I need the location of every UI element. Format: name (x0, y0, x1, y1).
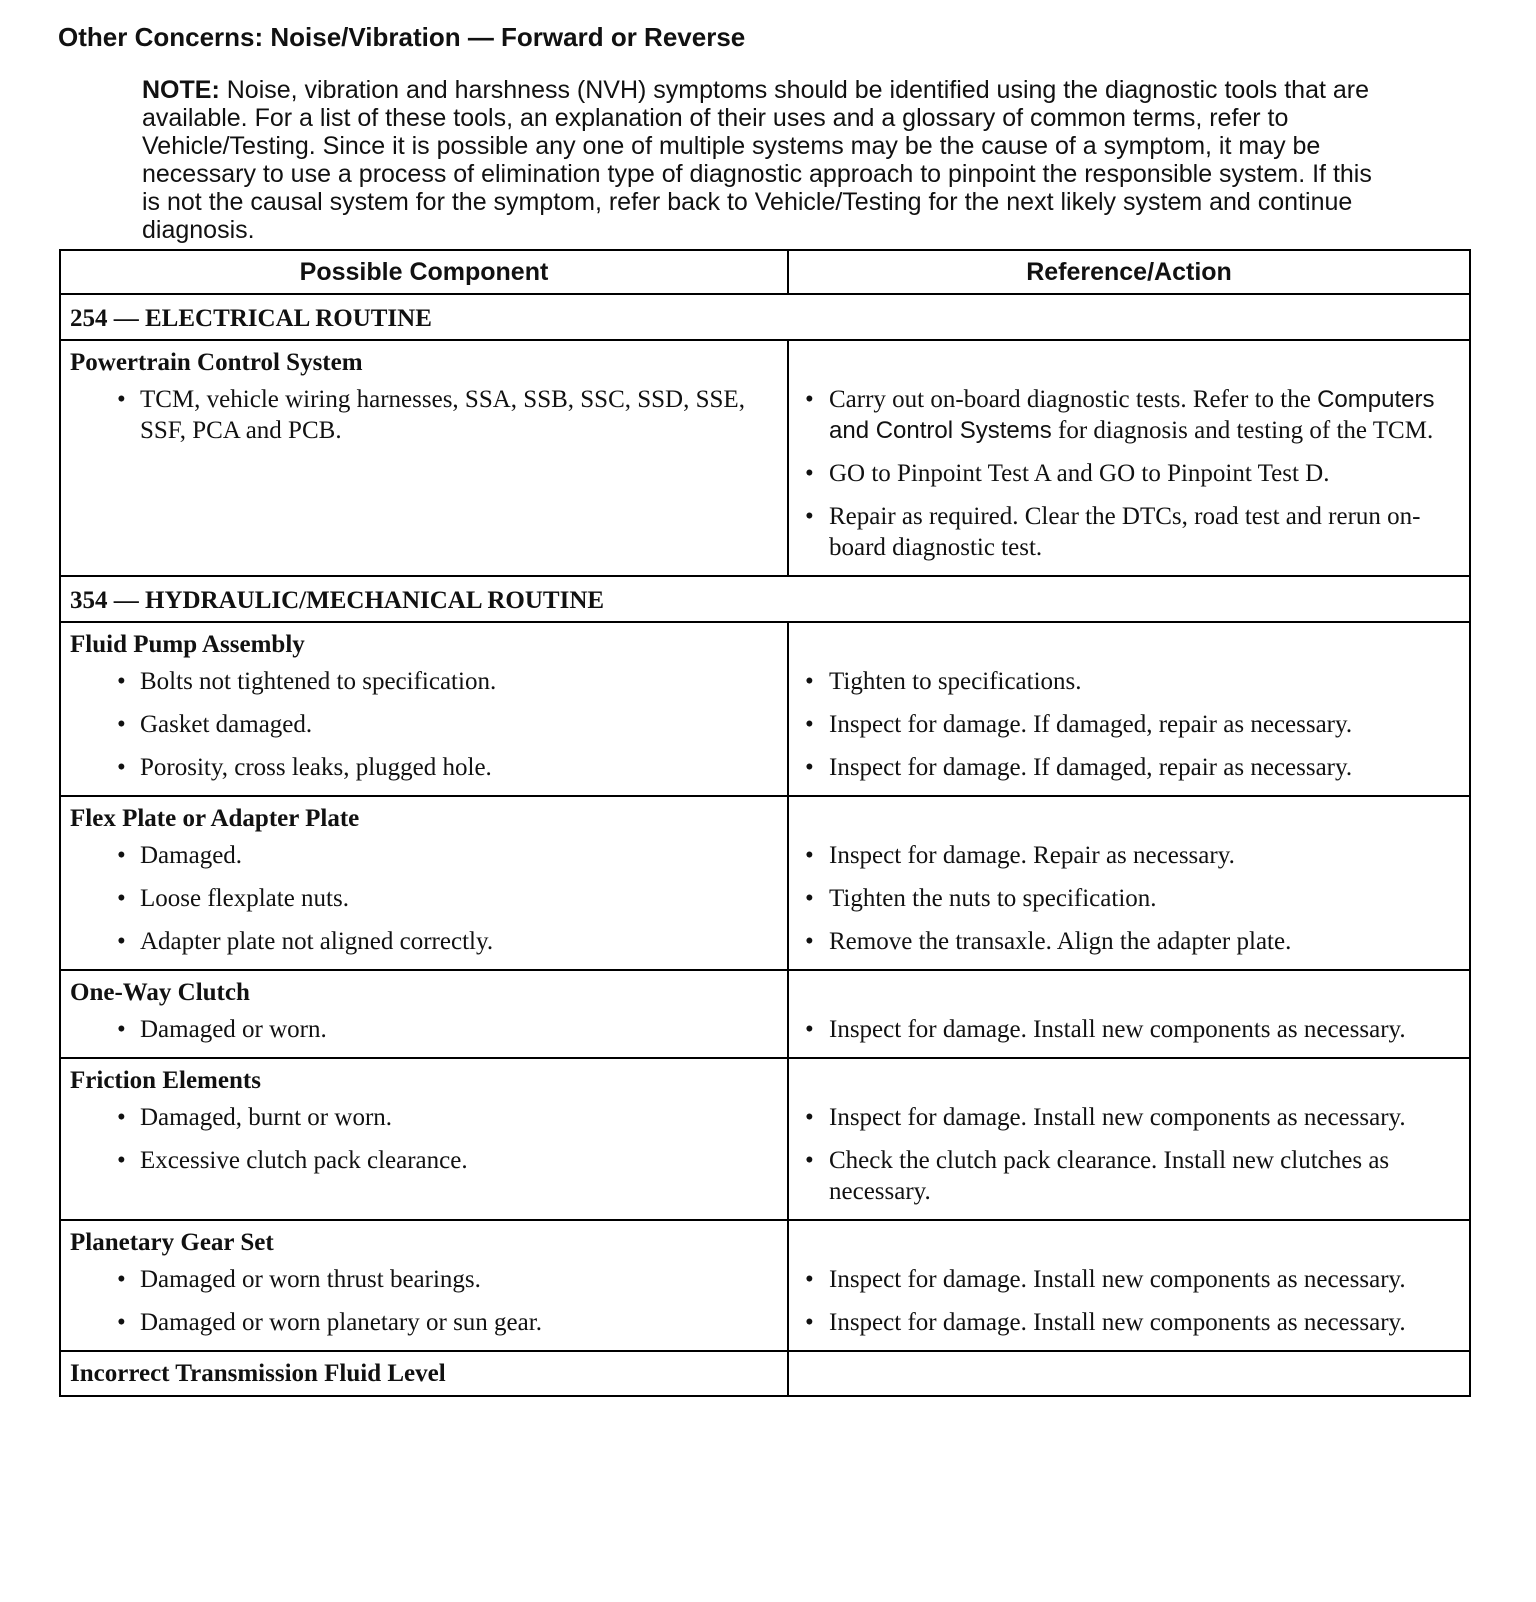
action-cell (788, 340, 1470, 576)
action-list (789, 384, 1469, 563)
table-header-row (60, 250, 1470, 294)
action-item (789, 883, 1469, 914)
table-row (60, 1058, 1470, 1220)
action-list (789, 1102, 1469, 1207)
cause-text: Loose flexplate nuts. (140, 885, 349, 912)
action-item (789, 666, 1469, 697)
action-text: Inspect for damage. Install new components as necessary. (829, 1266, 1406, 1293)
cause-list (61, 840, 787, 957)
table-row (60, 796, 1470, 970)
action-item (789, 709, 1469, 740)
component-cell (60, 970, 788, 1058)
component-name: One-Way Clutch (70, 979, 250, 1006)
action-cell (788, 1220, 1470, 1351)
cause-text: Damaged. (140, 842, 243, 869)
action-list (789, 666, 1469, 783)
cause-item (61, 1145, 787, 1207)
action-text: Inspect for damage. Repair as necessary. (829, 842, 1235, 869)
cause-text: Bolts not tightened to specification. (140, 668, 497, 695)
cause-item (61, 384, 787, 446)
cause-text: Damaged or worn thrust bearings. (140, 1266, 481, 1293)
section-row (60, 294, 1470, 340)
note-paragraph (142, 76, 1372, 244)
action-cell (788, 970, 1470, 1058)
component-name: Friction Elements (70, 1067, 261, 1094)
cause-list (61, 1014, 787, 1045)
action-cell (788, 1058, 1470, 1220)
action-item (789, 926, 1469, 957)
action-text: Inspect for damage. Install new components as necessary. (829, 1104, 1406, 1131)
component-cell (60, 622, 788, 796)
table-row (60, 1351, 1470, 1396)
header-reference-action: Reference/Action (788, 250, 1470, 294)
component-name: Fluid Pump Assembly (70, 631, 305, 658)
cause-text: TCM, vehicle wiring harnesses, SSA, SSB, SSC, SSD, SSE, SSF, PCA and PCB. (140, 386, 745, 444)
cause-item (61, 709, 787, 740)
action-text: Carry out on-board diagnostic tests. Refer to the (829, 386, 1318, 413)
action-item (789, 1102, 1469, 1133)
header-possible-component: Possible Component (60, 250, 788, 294)
cause-item (61, 1264, 787, 1295)
cause-item (61, 666, 787, 697)
component-cell (60, 340, 788, 576)
action-text: GO to Pinpoint Test A and GO to Pinpoint Test D. (829, 460, 1330, 487)
table-row (60, 622, 1470, 796)
action-item (789, 1307, 1469, 1338)
cause-list (61, 1102, 787, 1207)
action-text-cont: for diagnosis and testing of the TCM. (1051, 417, 1434, 444)
action-text: Inspect for damage. Install new components as necessary. (829, 1309, 1406, 1336)
table-body (60, 294, 1470, 1396)
action-item (789, 752, 1469, 783)
action-list (789, 1264, 1469, 1338)
component-name: Powertrain Control System (70, 349, 363, 376)
cause-text: Porosity, cross leaks, plugged hole. (140, 754, 492, 781)
action-text: Repair as required. Clear the DTCs, road test and rerun on-board diagnostic test. (829, 503, 1421, 561)
action-cell (788, 1351, 1470, 1396)
cause-text: Gasket damaged. (140, 711, 313, 738)
diagnosis-table (59, 249, 1471, 1397)
component-name: Planetary Gear Set (70, 1229, 274, 1256)
action-text: Tighten the nuts to specification. (829, 885, 1157, 912)
action-text: Inspect for damage. If damaged, repair as necessary. (829, 711, 1353, 738)
component-cell (60, 1351, 788, 1396)
action-item (789, 458, 1469, 489)
note-label: NOTE: (142, 76, 220, 104)
table-row (60, 970, 1470, 1058)
action-item (789, 384, 1469, 446)
cause-list (61, 384, 787, 563)
action-text: Inspect for damage. If damaged, repair as necessary. (829, 754, 1353, 781)
component-cell (60, 796, 788, 970)
action-item (789, 1014, 1469, 1045)
action-text: Check the clutch pack clearance. Install new clutches as necessary. (829, 1147, 1390, 1205)
component-name: Incorrect Transmission Fluid Level (70, 1360, 446, 1387)
action-item (789, 1145, 1469, 1207)
action-item (789, 1264, 1469, 1295)
cause-text: Damaged or worn. (140, 1016, 327, 1043)
action-text: Remove the transaxle. Align the adapter plate. (829, 928, 1292, 955)
table-row (60, 1220, 1470, 1351)
cause-item (61, 1014, 787, 1045)
cause-text: Damaged or worn planetary or sun gear. (140, 1309, 542, 1336)
table-row (60, 340, 1470, 576)
action-list (789, 840, 1469, 957)
action-item (789, 501, 1469, 563)
cause-item (61, 883, 787, 914)
cause-list (61, 666, 787, 783)
note-text: Noise, vibration and harshness (NVH) symptoms should be identified using the diagnostic tools that are available. For a list of these tools, an explanation of their uses and a glossary of common terms, refer to Vehicle/Testing. Since it is possible any one of multiple systems may be the cause of a symptom, it may be necessary to use a process of elimination type of diagnostic approach to pinpoint the responsible system. If this is not the causal system for the symptom, refer back to Vehicle/Testing for the next likely system and continue diagnosis. (142, 76, 1372, 244)
component-cell (60, 1220, 788, 1351)
cause-list (61, 1264, 787, 1338)
cause-item (61, 926, 787, 957)
section-row (60, 576, 1470, 622)
page-title: Other Concerns: Noise/Vibration — Forward or Reverse (58, 22, 746, 52)
cause-item (61, 1307, 787, 1338)
section-heading: 354 — HYDRAULIC/MECHANICAL ROUTINE (60, 576, 1470, 622)
cause-item (61, 840, 787, 871)
action-list (789, 1014, 1469, 1045)
component-name: Flex Plate or Adapter Plate (70, 805, 360, 832)
action-text: Tighten to specifications. (829, 668, 1082, 695)
action-cell (788, 796, 1470, 970)
cause-text: Excessive clutch pack clearance. (140, 1147, 468, 1174)
action-cell (788, 622, 1470, 796)
action-item (789, 840, 1469, 871)
cause-text: Adapter plate not aligned correctly. (140, 928, 494, 955)
component-cell (60, 1058, 788, 1220)
action-text: Inspect for damage. Install new components as necessary. (829, 1016, 1406, 1043)
cause-item (61, 752, 787, 783)
reference-link[interactable]: Computers and Control Systems (829, 386, 1435, 444)
cause-text: Damaged, burnt or worn. (140, 1104, 393, 1131)
cause-item (61, 1102, 787, 1133)
section-heading: 254 — ELECTRICAL ROUTINE (60, 294, 1470, 340)
